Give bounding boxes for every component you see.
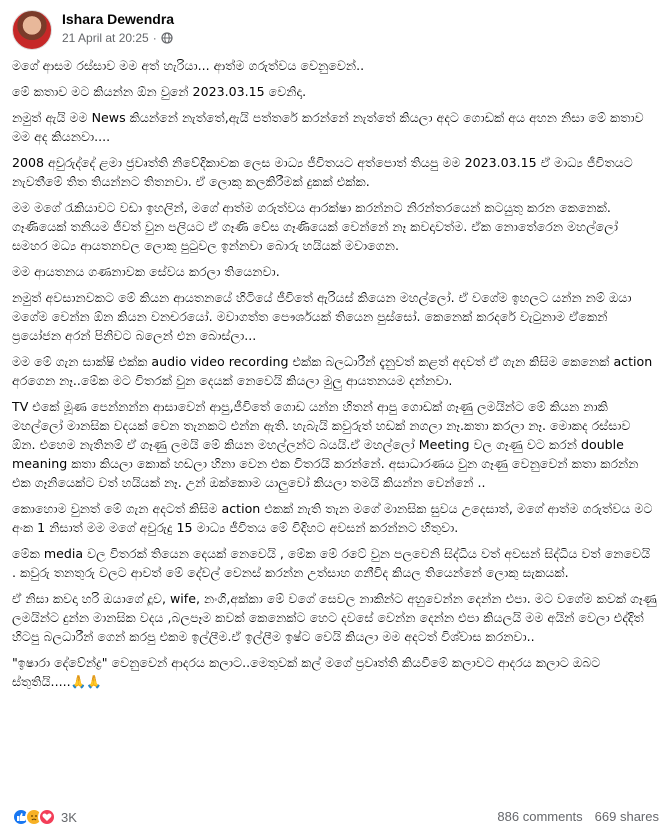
post-paragraph: මගේ ආසම රස්සාව මම අත් හැරියා... ආත්ම ගරුත්වය වෙනුවෙන්.. (12, 58, 365, 73)
post-body (12, 56, 657, 698)
post-paragraph: මම මගේ රැකියාවට වඩා ඉහලින්, මගේ ආත්ම ගරුත්වය ආරක්ෂා කරන්නට නිරන්තරයෙන් කටයුතු කරන කෙනෙක්. ගෑණියෙක් තනියම ජීවත් වුන පලියට ඒ ගෑණි වේස ගෑණියෙක් වෙන්නේ නෑ කවදාවත්ම. ඒක නොතේරෙන මහල්ලෝ සමහර මධ්‍ය ආයතනවල ලොකු පුටුවල ඉන්නවා බොරු හයියක් මවාගෙන. (12, 200, 619, 253)
post-paragraph: මම මේ ගැන සාක්ෂි එක්ක audio video recording එක්ක බලධාරීන් දැනුවත් කළත් අදවත් ඒ ගැන කිසිම කෙනෙක් action අරගෙන නෑ..මේක මට විතරක් වුන දෙයක් නෙවෙයි කියලා මුලු ආයතනයම දන්නවා. (12, 354, 653, 388)
meta-separator: · (152, 31, 157, 45)
post-date[interactable]: 21 April at 20:25 (62, 31, 149, 45)
post-footer (0, 800, 669, 834)
post-paragraph: ඒ නිසා කවදා හරි ඔයාගේ දූව, wife, නංගි,අක්කා මේ වගේ සෙවල නාකින්ට අහුවෙන්න දෙන්න එපා. මට වගේම කවක් ගෑණු ලමයින්ට දුන්න මානසික වදය ,බලපෑම කවක් කෙනෙක්ට හෙට දවසේ වෙන්න දෙන්න එපා කියලයි මම අයින් වෙලා එද්දිත් හිටපු බලධාරීන් ගෙන් කරපු එකම ඉල්ලීම.ඒ ඉල්ලීම ඉෂ්ට වෙයි කියලා මම අදටත් විශ්වාස කරනවා.. (12, 591, 657, 644)
post-paragraph: TV එකේ මූණ පෙන්නන්න ආසාවෙන් ආපු,ජීවිතේ ගොඩ යන්න හිතන් ආපු ගොඩක් ගෑණු ලමයින්ට මේ කියන නාකි මහල්ලෝ මානසික වදයක් වෙන තැනකට එන්න ඇති. හැබැයි කවුරුත් හඩක් නගලා නෑ.කතා කරලා නෑ. මොකද රස්සාව ඕන. එහෙම නැතිනම් ඒ ගෑණු ලමයි මේ කියන මහල්ලන්ට බයයි.ඒ මහල්ලෝ Meeting වල ගෑණු වට කරන් double meaning කතා කියලා කොක් හඩලා හිනා වෙන එක විතරයි කරන්නේ. අසාධාරණය වුන ගෑණු වෙනුවෙන් කතා කරන්න එක ගෑනියෙක්ට වත් හයියක් නෑ. උන් ඔක්කොම යාලුවෝ කියලා තමයි කියන්න වෙන්නේ .. (12, 399, 639, 490)
reaction-count: 3K (61, 809, 77, 825)
post-header (12, 10, 657, 50)
post-meta (62, 31, 173, 45)
avatar[interactable] (12, 10, 52, 50)
love-icon (38, 808, 56, 826)
reactions-summary[interactable] (12, 808, 77, 826)
post-paragraph: නමුත් අවසානවකට මේ කියන ආයතනයේ හිටියේ ජීවිතේ ඇරියස් කියෙන මහල්ලෝ. ඒ වගේම ඉහලට යන්න නම් ඔයා මගේම වෙන්න ඕන කියන වනචරයෝ. මවාගත්ත පෞර්ශයක් තියෙන පුස්සෝ. කෙනෙක් කරදරේ වැටුනාම ඒකෙන් ප්‍රයෝජන අරන් පිනිවට බලෙන් එන බොස්ලා... (12, 290, 632, 343)
post-paragraph: මේ කතාව මට කියන්න ඕන වුනේ 2023.03.15 වෙනිදා. (12, 84, 307, 99)
post-stats (497, 809, 659, 824)
post-paragraph: මේක media වල විතරක් තියෙන දෙයක් නෙවෙයි , මේක මේ රටේ වුන පලවෙනි සිද්ධිය වත් අවසන් සිද්ධිය වත් නෙවෙයි . කවුරු තනතුරු වලට ආවත් මේ දේවල් වෙනස් කරන්න උත්සාහ ගනීවිද කියල තියෙන්නේ ලොකු සැකයක්. (12, 546, 651, 580)
author-name[interactable]: Ishara Dewendra (62, 11, 175, 27)
post-paragraph: "ඉෂාරා දේවේන්ද්‍ර" වෙනුවෙන් ආදරය කලාට..මෙතුවක් කල් මගේ ප්‍රවෘත්ති කියවීමේ කලාවට ආදරය කලාට ඔබට ස්තුතියි.....🙏🙏 (12, 655, 601, 689)
globe-icon (161, 32, 173, 44)
shares-link[interactable]: 669 shares (594, 809, 659, 824)
post-paragraph: 2008 අවුරුද්දේ ළමා ජ්‍රවෘත්ති නිවේදිකාවක ලෙස මාධ්‍ය ජීවිතයට අත්පොත් තියපු මම 2023.03.15 ඒ මාධ්‍ය ජීවිතයට නැවතීමේ තිත තියන්නට තිතනවා. ඒ ලොකු කලකිරීමක් දුකක් එක්ක. (12, 155, 633, 189)
post-paragraph: නමුත් ඇයි මම News කියන්නේ නැත්තේ,ඇයි පත්තරේ කරන්නේ නැත්තේ කියලා අදට ගොඩක් අය අහන නිසා මේ කතාව මම අද කියනවා.... (12, 110, 644, 144)
post-paragraph: මම ආයතනය ගණනාවක සේවය කරලා තියෙනවා. (12, 264, 280, 279)
post-paragraph: කොහොම වුනත් මේ ගැන අදටත් කිසිම action එකක් නැති තැන මගේ මානසික සුවය උදෙසාත්, මගේ ආත්ම ගරුත්වය මට අංක 1 නිසාත් මම මගේ අවුරුදු 15 මාධ්‍ය ජීවිතය මේ විදිහට අවසන් කරන්නට හිතුවා. (12, 501, 653, 535)
comments-link[interactable]: 886 comments (497, 809, 583, 824)
